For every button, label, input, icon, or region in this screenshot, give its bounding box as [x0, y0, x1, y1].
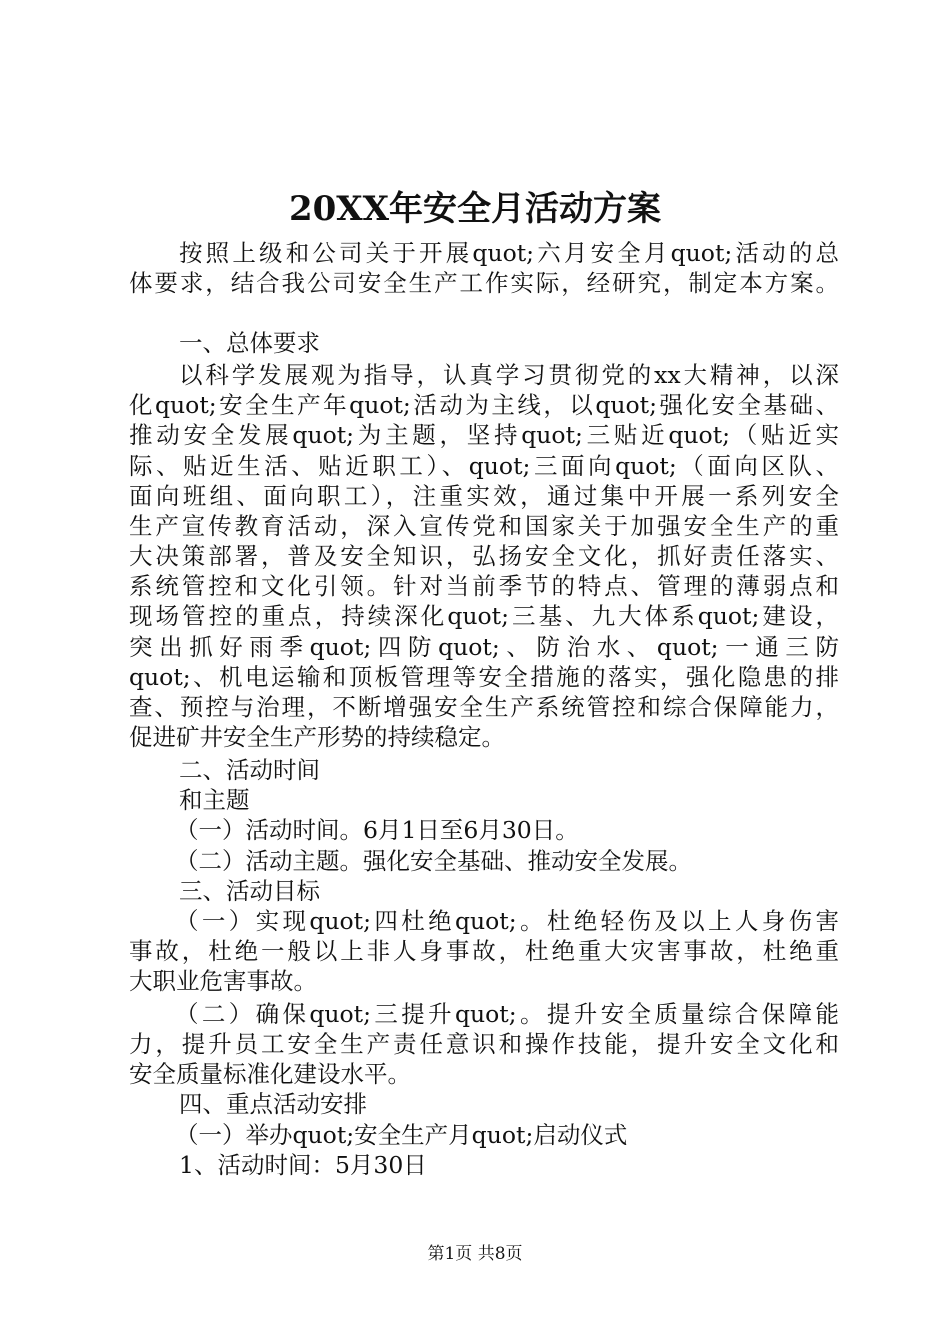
- paragraph-line: 大职业危害事故。: [129, 967, 317, 995]
- paragraph-line: 现场管控的重点，持续深化quot;三基、九大体系quot;建设，: [129, 602, 839, 630]
- paragraph-line: 力，提升员工安全生产责任意识和操作技能，提升安全文化和: [129, 1030, 839, 1058]
- list-item: 1、活动时间：5月30日: [179, 1151, 427, 1179]
- list-item: （一）活动时间。6月1日至6月30日。: [175, 816, 579, 844]
- list-item: （一）实现quot;四杜绝quot;。杜绝轻伤及以上人身伤害: [175, 907, 839, 935]
- paragraph-line: 生产宣传教育活动，深入宣传党和国家关于加强安全生产的重: [129, 512, 839, 540]
- paragraph-line: 面向班组、面向职工），注重实效，通过集中开展一系列安全: [129, 482, 839, 510]
- section-heading: 三、活动目标: [179, 877, 320, 905]
- paragraph-line: 以科学发展观为指导，认真学习贯彻党的xx大精神，以深: [179, 361, 839, 389]
- paragraph-line: 查、预控与治理，不断增强安全生产系统管控和综合保障能力，: [129, 693, 839, 721]
- paragraph-line: 推动安全发展quot;为主题，坚持quot;三贴近quot;（贴近实: [129, 421, 839, 449]
- paragraph-line: 突出抓好雨季quot;四防quot;、防治水、quot;一通三防: [129, 633, 839, 661]
- paragraph-line: 系统管控和文化引领。针对当前季节的特点、管理的薄弱点和: [129, 572, 839, 600]
- section-heading: 一、总体要求: [179, 329, 320, 357]
- section-heading: 四、重点活动安排: [179, 1090, 367, 1118]
- section-heading: 二、活动时间: [179, 756, 320, 784]
- section-heading-continued: 和主题: [179, 786, 250, 814]
- paragraph-line: 体要求，结合我公司安全生产工作实际，经研究，制定本方案。: [129, 269, 839, 297]
- list-item: （二）确保quot;三提升quot;。提升安全质量综合保障能: [175, 1000, 839, 1028]
- document-title: 20XX年安全月活动方案: [288, 189, 662, 229]
- paragraph-line: 际、贴近生活、贴近职工）、quot;三面向quot;（面向区队、: [129, 452, 839, 480]
- paragraph-line: 安全质量标准化建设水平。: [129, 1060, 411, 1088]
- page-number-footer: 第1页 共8页: [427, 1244, 523, 1264]
- paragraph-line: quot;、机电运输和顶板管理等安全措施的落实，强化隐患的排: [129, 663, 839, 691]
- list-item: （一）举办quot;安全生产月quot;启动仪式: [175, 1121, 628, 1149]
- list-item: （二）活动主题。强化安全基础、推动安全发展。: [175, 847, 692, 875]
- paragraph-line: 促进矿井安全生产形势的持续稳定。: [129, 723, 505, 751]
- paragraph-line: 化quot;安全生产年quot;活动为主线，以quot;强化安全基础、: [129, 391, 839, 419]
- paragraph-line: 大决策部署，普及安全知识，弘扬安全文化，抓好责任落实、: [129, 542, 839, 570]
- paragraph-line: 按照上级和公司关于开展quot;六月安全月quot;活动的总: [179, 239, 839, 267]
- paragraph-line: 事故，杜绝一般以上非人身事故，杜绝重大灾害事故，杜绝重: [129, 937, 839, 965]
